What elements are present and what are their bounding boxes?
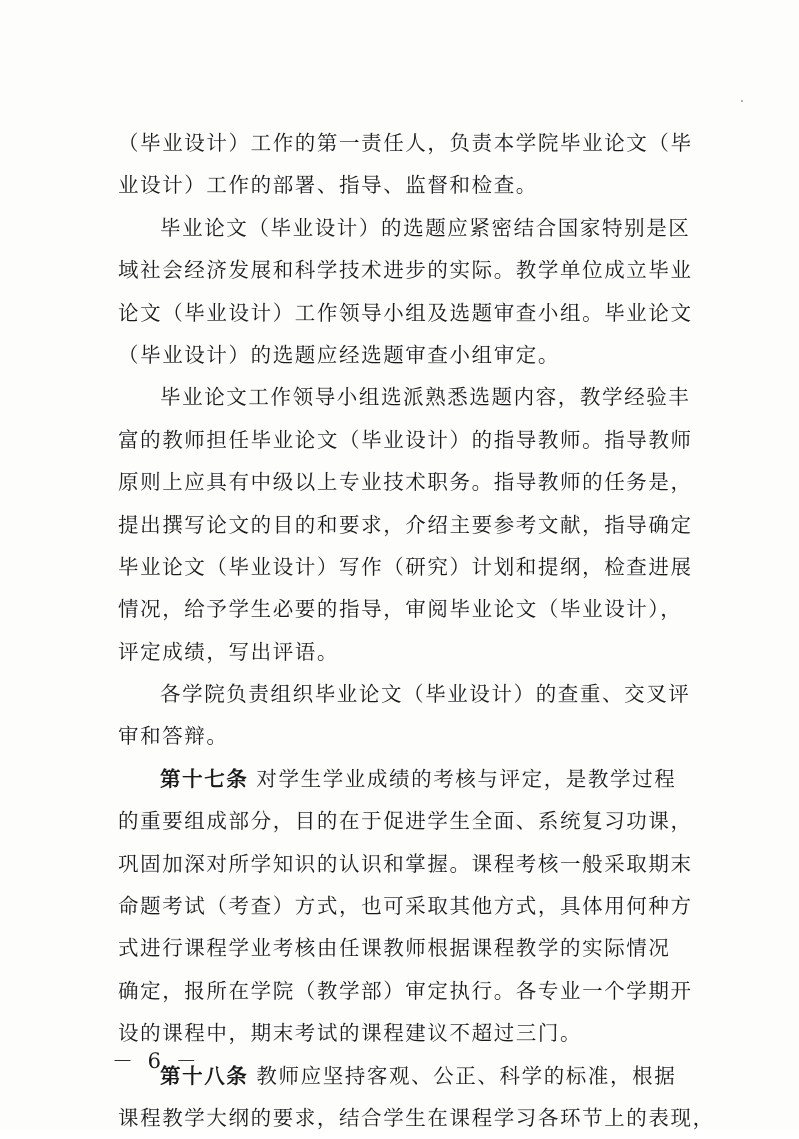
text-line: 的重要组成部分，目的在于促进学生全面、系统复习功课， [118,809,693,834]
article-heading-line: 第十七条 对学生学业成绩的考核与评定，是教学过程 [160,766,677,791]
text-line: 巩固加深对所学知识的认识和掌握。课程考核一般采取期末 [118,851,693,876]
text-line: 毕业论文（毕业设计）的选题应紧密结合国家特别是区 [160,215,691,240]
article-number: 第十八条 [160,1063,249,1088]
text-line: （毕业设计）的选题应经选题审查小组审定。 [118,342,560,367]
text-line: （毕业设计）工作的第一责任人，负责本学院毕业论文（毕 [118,131,693,155]
text-line: 毕业论文（毕业设计）写作（研究）计划和提纲，检查进展 [118,554,693,579]
text-line: 毕业论文工作领导小组选派熟悉选题内容，教学经验丰 [160,385,691,410]
text-line: 业设计）工作的部署、指导、监督和检查。 [118,173,538,198]
text-line: 式进行课程学业考核由任课教师根据课程教学的实际情况 [118,936,671,961]
page-number: － 6 － [112,1049,201,1073]
document-body [118,122,715,1139]
text-line: 评定成绩，写出评语。 [118,639,339,664]
text-line: 提出撰写论文的目的和要求，介绍主要参考文献，指导确定 [118,512,693,537]
text-line: 命题考试（考查）方式，也可采取其他方式，具体用何种方 [118,894,693,919]
text-line: 确定，报所在学院（教学部）审定执行。各专业一个学期开 [118,978,693,1003]
article-heading-line: 第十八条 教师应坚持客观、公正、科学的标准，根据 [160,1063,677,1088]
text-line: 域社会经济发展和科学技术进步的实际。教学单位成立毕业 [118,258,693,283]
text-line: 富的教师担任毕业论文（毕业设计）的指导教师。指导教师 [118,427,693,452]
text-line: 原则上应具有中级以上专业技术职务。指导教师的任务是， [118,470,693,495]
text-line: 设的课程中，期末考试的课程建议不超过三门。 [118,1021,583,1046]
text-line: 各学院负责组织毕业论文（毕业设计）的查重、交叉评 [160,682,691,707]
text-line: 审和答辩。 [118,724,229,749]
scan-speck [741,100,743,102]
text-line: 课程教学大纲的要求，结合学生在课程学习各环节上的表现， [118,1105,715,1130]
article-number: 第十七条 [160,766,249,791]
text-line: 论文（毕业设计）工作领导小组及选题审查小组。毕业论文 [118,300,693,325]
text-line: 情况，给予学生必要的指导，审阅毕业论文（毕业设计）， [118,597,683,622]
